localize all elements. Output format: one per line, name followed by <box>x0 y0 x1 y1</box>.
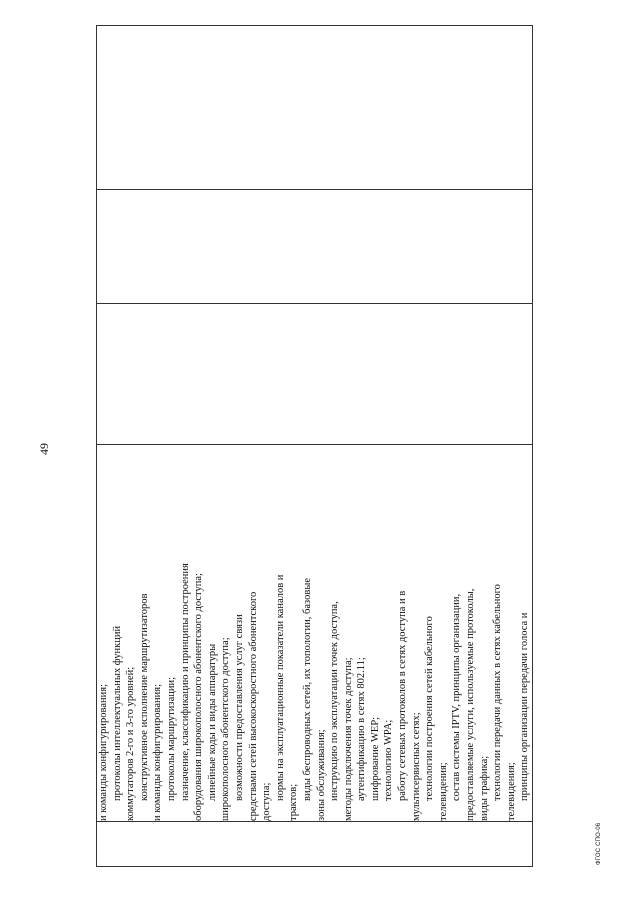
text-line: технологии построения сетей кабельного <box>424 616 436 801</box>
text-line: принципы организации передачи голоса и <box>519 612 531 801</box>
text-line: предоставляемые услуги, используемые протоколы, <box>465 588 477 821</box>
text-line: назначение, классификацию и принципы построения <box>179 563 191 801</box>
text-line: инструкцию по эксплуатации точек доступа, <box>329 601 341 801</box>
table-cell-discipline <box>97 190 533 304</box>
text-line: мультисервисных сетях; <box>410 712 422 821</box>
text-line: виды трафика; <box>478 755 490 821</box>
text-line: зоны обслуживания; <box>315 729 327 821</box>
table-cell-knowledge <box>97 445 533 822</box>
text-line: оборудования широкополосного абонентского доступа; <box>193 573 205 821</box>
text-line: технологии передачи данных в сетях кабельного <box>492 584 504 801</box>
text-line: протоколы маршрутизации; <box>165 676 177 801</box>
text-line: коммутаторов 2-го и 3-го уровней; <box>125 666 137 821</box>
table-row <box>97 26 533 867</box>
text-line: и команды конфигурирования; <box>152 684 164 821</box>
text-line: трактов; <box>288 783 300 821</box>
competency-table <box>96 25 533 867</box>
text-line: телевидения; <box>505 762 517 821</box>
text-line: аутентификацию в сетях 802.11; <box>356 657 368 801</box>
knowledge-text <box>97 445 532 821</box>
table-cell-competence <box>97 26 533 190</box>
text-line: методы подключения точек доступа; <box>342 657 354 821</box>
text-line: нормы на эксплуатационные показатели каналов и <box>274 574 286 801</box>
text-line: состав системы IPTV, принципы организации, <box>451 593 463 801</box>
text-line: линейные коды и виды аппаратуры <box>206 643 218 801</box>
text-line: шифрование WEP; <box>369 716 381 801</box>
text-line: виды беспроводных сетей, их топологии, базовые <box>301 577 313 801</box>
text-line: возможности предоставления услуг связи <box>233 614 245 801</box>
text-line: телевидения; <box>437 762 449 821</box>
text-line: доступа; <box>261 782 273 821</box>
text-line: конструктивное исполнение маршрутизаторов <box>138 593 150 801</box>
table-cell-code <box>97 822 533 867</box>
text-line: средствами сетей высокоскоростного абонентского <box>247 591 259 821</box>
text-line: и команды конфигурирования; <box>98 684 109 821</box>
text-line: работу сетевых протоколов в сетях доступа и в <box>397 590 409 801</box>
text-line: широкополосного абонентского доступа; <box>220 637 232 821</box>
text-line: технологию WPA; <box>383 719 395 801</box>
footer-stamp: ФГОС СПО-06 <box>596 822 602 865</box>
page-number: 49 <box>37 443 51 455</box>
text-line: протоколы интеллектуальных функций <box>111 625 123 801</box>
table-cell-hours-total <box>97 304 533 445</box>
